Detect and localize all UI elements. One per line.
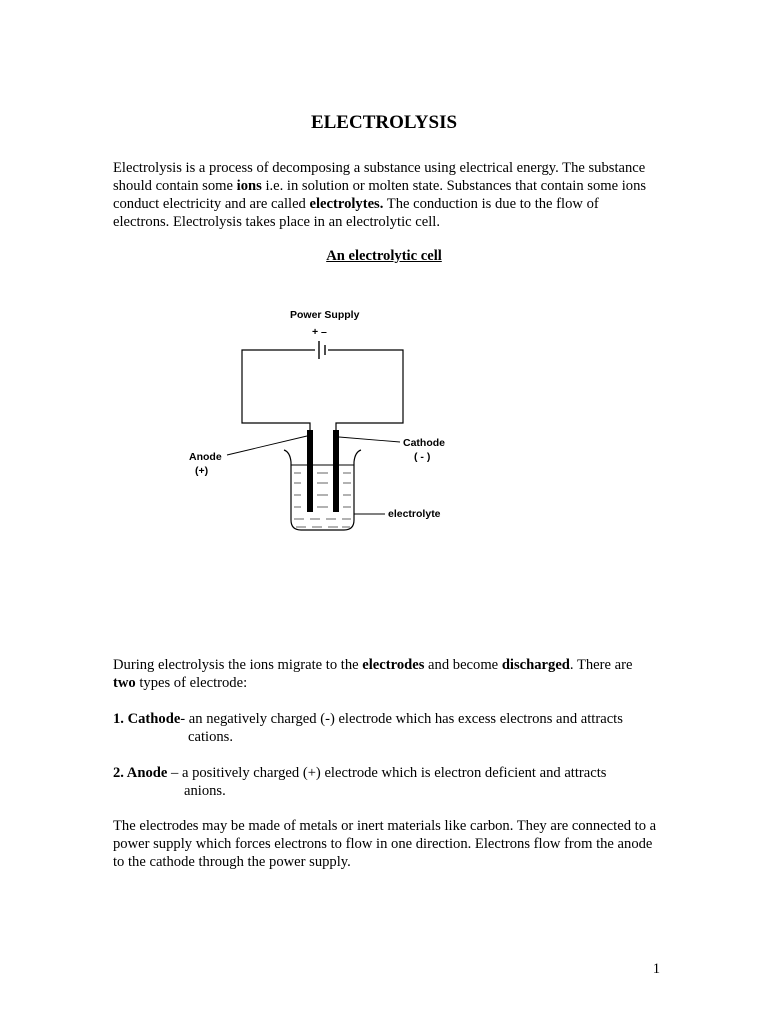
anode-term: 2. Anode <box>113 765 168 781</box>
two-term: two <box>113 675 136 691</box>
anode-definition-line-1: – a positively charged (+) electrode which is electron deficient and attracts <box>167 765 607 781</box>
electrolyte-liquid <box>294 473 351 527</box>
intro-text-2: i.e. in solution or molten state. Substances that contain some ions conduct electricity and are called <box>113 178 647 212</box>
cathode-definition <box>113 710 658 746</box>
migration-text-3: . There are <box>569 657 633 673</box>
cathode-leader-line <box>339 437 400 442</box>
wire-left <box>242 350 315 435</box>
cathode-term: 1. Cathode <box>113 711 181 727</box>
anode-label: Anode <box>189 451 222 463</box>
electrolytic-cell-diagram <box>170 300 470 540</box>
anode-leader-line <box>227 436 307 455</box>
cathode-definition-line-2: cations. <box>188 729 233 745</box>
beaker <box>284 450 361 530</box>
intro-text-1: Electrolysis is a process of decomposing a substance using electrical energy. The substance should contain some <box>113 160 646 194</box>
anode-sign-label: (+) <box>195 465 209 477</box>
electrodes-term: electrodes <box>362 657 425 673</box>
anode-definition <box>113 764 658 800</box>
page-title: ELECTROLYSIS <box>310 112 458 133</box>
electrolyte-label: electrolyte <box>388 508 441 520</box>
closing-paragraph: The electrodes may be made of metals or inert materials like carbon. They are connected to a power supply which forces electrons to flow in one direction. Electrons flow from the anode to the cathode through the power supply. <box>113 818 657 870</box>
ions-term: ions <box>236 178 262 194</box>
cathode-sign-label: ( - ) <box>414 451 431 463</box>
cathode-label: Cathode <box>403 437 445 449</box>
discharged-term: discharged <box>501 657 570 673</box>
wire-right <box>328 350 403 435</box>
figure-caption: An electrolytic cell <box>326 248 442 264</box>
polarity-label: + – <box>312 326 327 338</box>
migration-text-2: and become <box>424 657 502 673</box>
cathode-electrode <box>333 430 339 512</box>
migration-text-4: types of electrode: <box>135 675 248 691</box>
anode-electrode <box>307 430 313 512</box>
anode-definition-line-2: anions. <box>184 783 226 799</box>
migration-paragraph <box>113 656 658 692</box>
migration-text-1: During electrolysis the ions migrate to the <box>113 657 363 673</box>
electrolytes-term: electrolytes. <box>309 196 384 212</box>
page-number: 1 <box>652 961 660 977</box>
cathode-definition-line-1: - an negatively charged (-) electrode which has excess electrons and attracts <box>180 711 623 727</box>
intro-text-3: The conduction is due to the flow of electrons. Electrolysis takes place in an electrolytic cell. <box>113 196 599 230</box>
intro-paragraph <box>113 159 658 231</box>
power-supply-label: Power Supply <box>290 309 360 321</box>
